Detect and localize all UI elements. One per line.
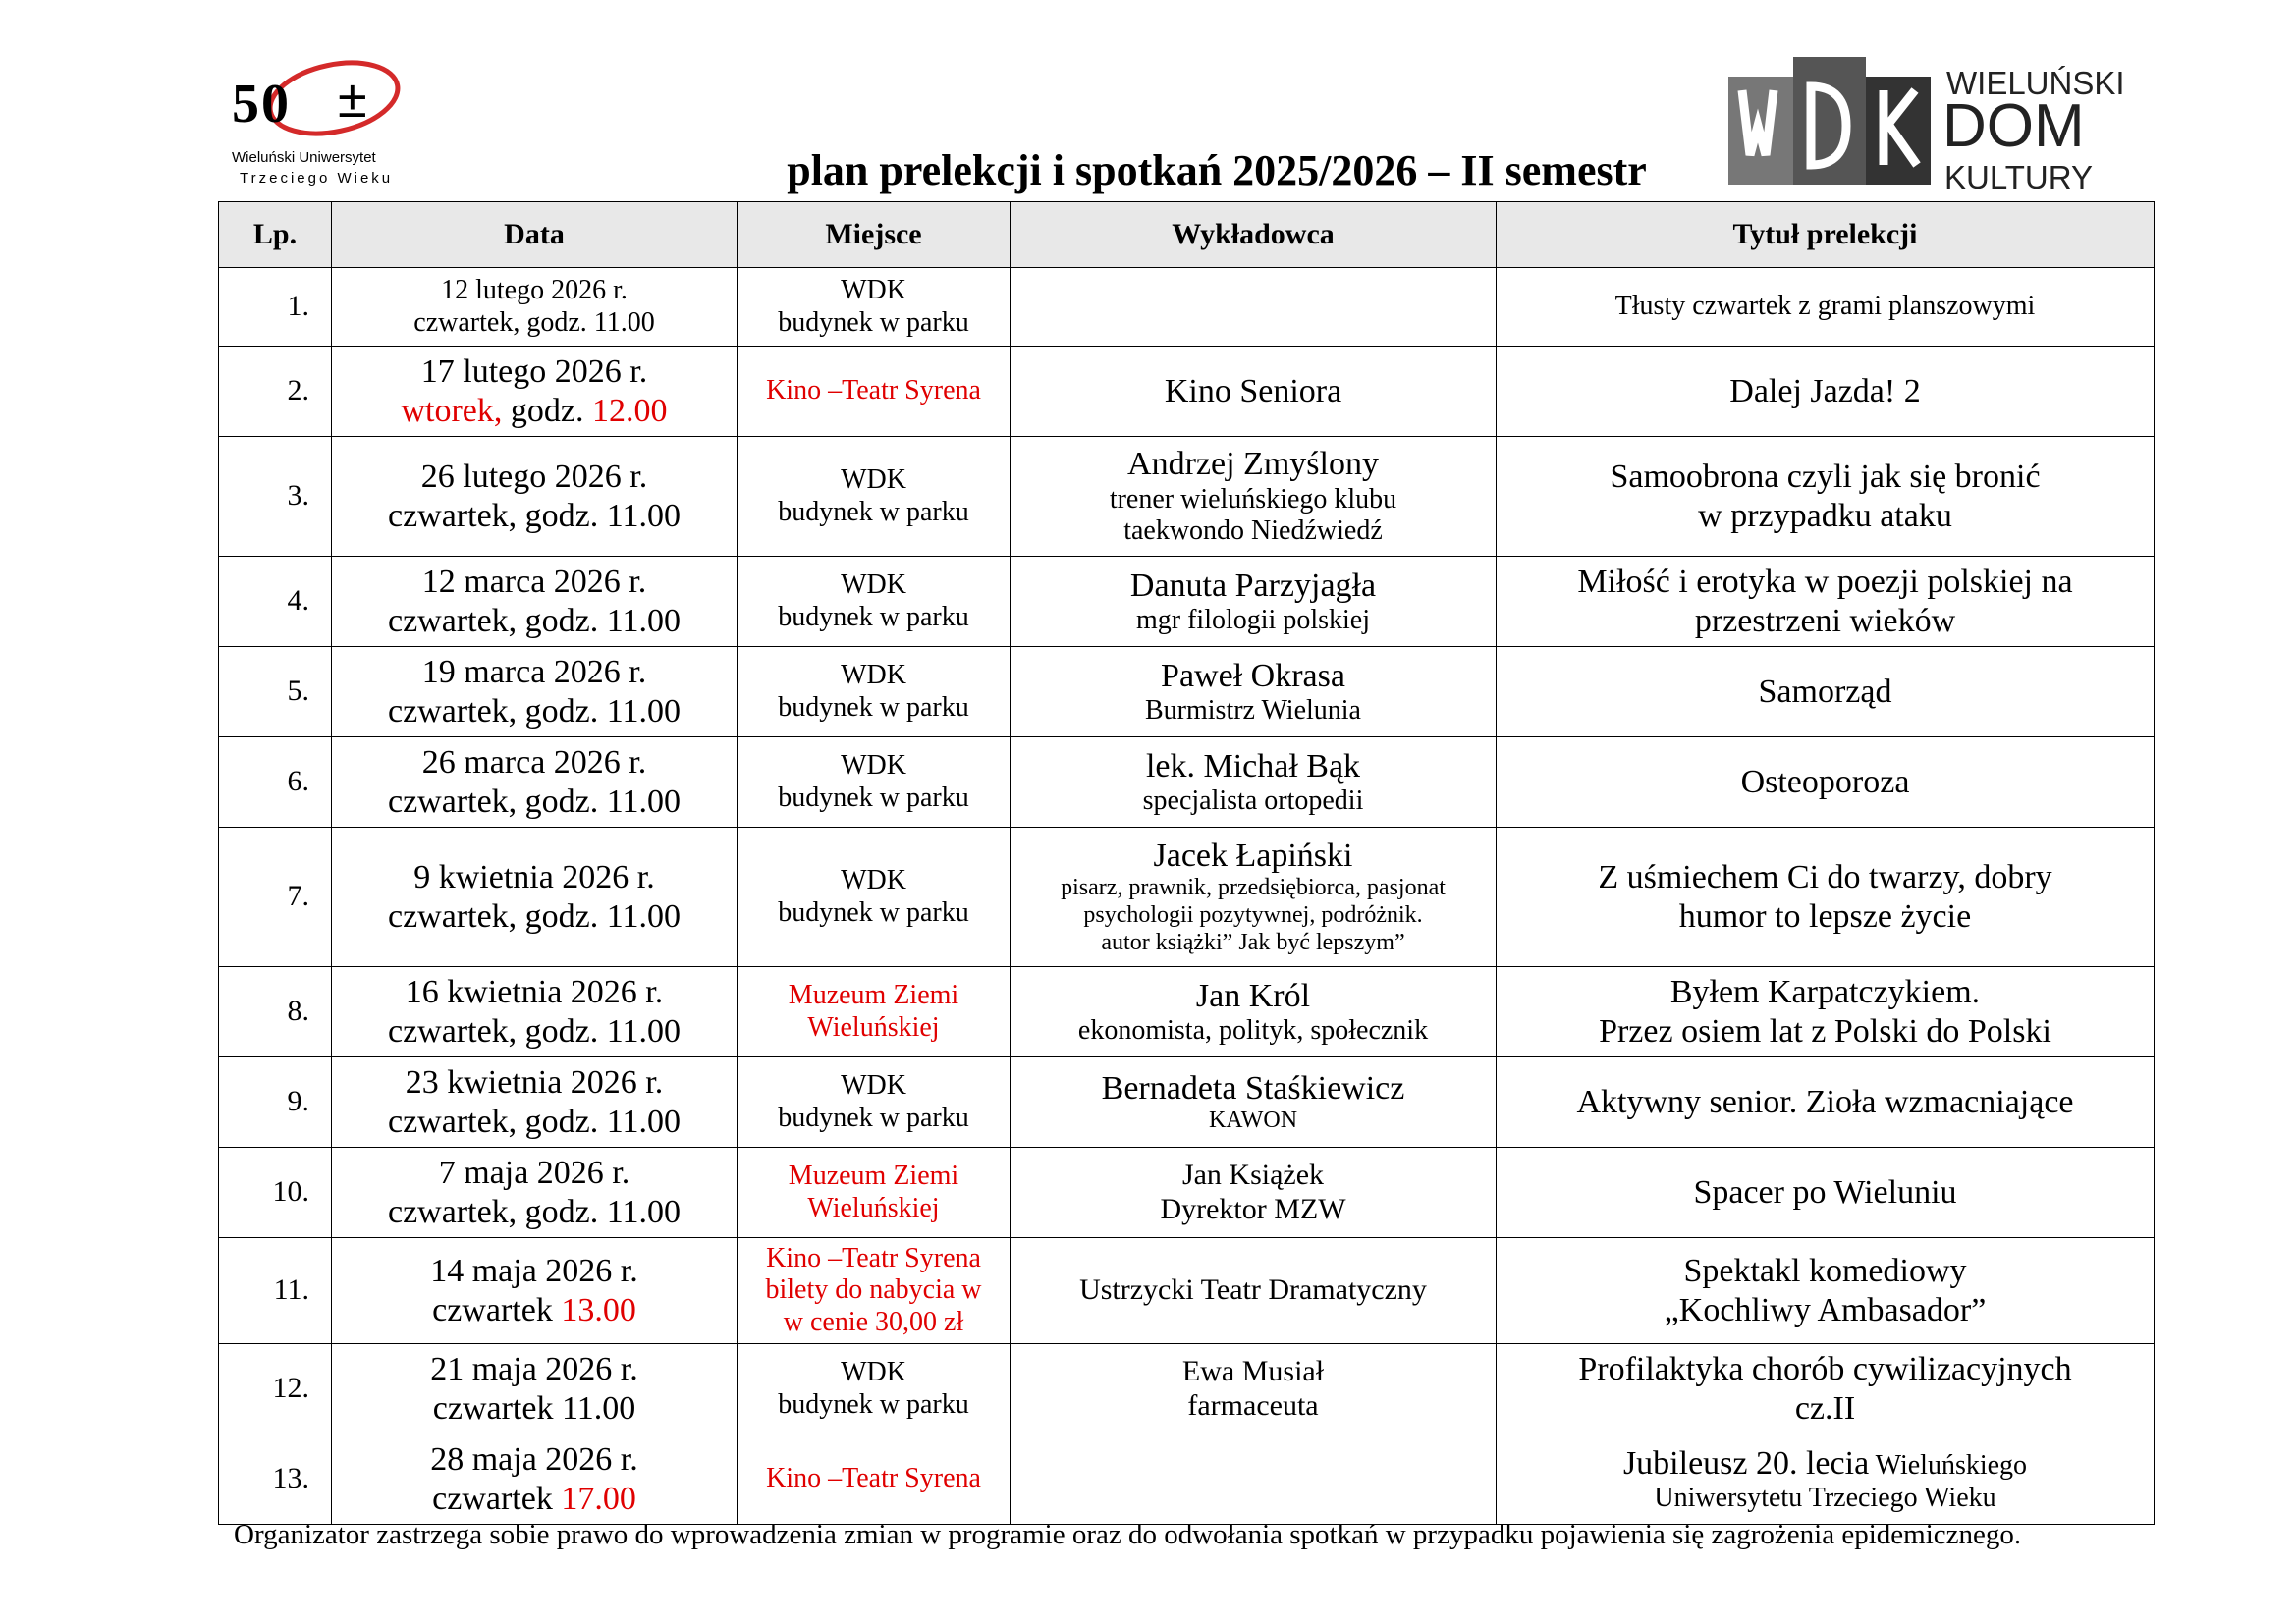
date-line: 12 marca 2026 r.	[421, 564, 647, 601]
topic-main: Jubileusz 20. lecia	[1622, 1444, 1870, 1482]
wdk-line1: WIELUŃSKI	[1946, 65, 2125, 101]
date-line: 19 marca 2026 r.	[421, 654, 647, 691]
place-cell	[738, 737, 1011, 828]
row-number: 9.	[219, 1057, 332, 1148]
place-cell	[738, 1344, 1011, 1434]
table-row	[219, 828, 2155, 967]
topic-line: Tłusty czwartek z grami planszowymi	[1614, 291, 2036, 322]
table-row	[219, 1057, 2155, 1148]
topic-sub: Wieluńskiego	[1869, 1449, 2028, 1481]
topic-line: Spektakl komediowy	[1683, 1253, 1967, 1290]
topic-line: Miłość i erotyka w poezji polskiej na	[1577, 564, 2073, 601]
topic-line: Uniwersytetu Trzeciego Wieku	[1654, 1482, 1996, 1513]
place-line: Kino –Teatr Syrena	[766, 1242, 981, 1273]
place-cell	[738, 1057, 1011, 1148]
lecturer-role: ekonomista, polityk, społecznik	[1077, 1014, 1429, 1046]
topic-line: w przypadku ataku	[1698, 497, 1952, 534]
header-lecturer: Wykładowca	[1011, 202, 1497, 268]
footer-note: Organizator zastrzega sobie prawo do wprowadzenia zmian w programie oraz do odwołania spotkań w przypadku pojawienia się zagrożenia epidemicznego.	[234, 1519, 2022, 1550]
topic-cell	[1497, 557, 2155, 647]
lecturer-name: Bernadeta Staśkiewicz	[1101, 1069, 1405, 1107]
date-cell	[332, 557, 738, 647]
row-number: 11.	[219, 1238, 332, 1344]
lecturer-role: KAWON	[1208, 1108, 1298, 1134]
topic-cell	[1497, 737, 2155, 828]
topic-cell	[1497, 1238, 2155, 1344]
time-highlight: 17.00	[561, 1480, 636, 1517]
place-line: budynek w parku	[778, 896, 969, 928]
day-highlight: wtorek,	[401, 392, 503, 429]
topic-cell	[1497, 1434, 2155, 1525]
place-line: WDK	[841, 750, 906, 782]
row-number: 7.	[219, 828, 332, 967]
place-line: budynek w parku	[778, 1102, 969, 1133]
table-row	[219, 1238, 2155, 1344]
lecturer-cell	[1011, 1434, 1497, 1525]
place-line: WDK	[841, 865, 906, 896]
row-number: 12.	[219, 1344, 332, 1434]
date-line: 16 kwietnia 2026 r.	[405, 974, 664, 1011]
topic-cell	[1497, 1057, 2155, 1148]
logo-number: 50	[232, 74, 291, 135]
lecturer-cell	[1011, 347, 1497, 437]
table-header-row	[219, 202, 2155, 268]
place-line: Kino –Teatr Syrena	[766, 1463, 981, 1494]
row-number: 13.	[219, 1434, 332, 1525]
lecturer-role: Dyrektor MZW	[1160, 1192, 1346, 1225]
lecturer-cell	[1011, 1148, 1497, 1238]
table-row	[219, 1148, 2155, 1238]
place-line: Muzeum Ziemi	[788, 980, 959, 1011]
lecturer-name: Andrzej Zmyślony	[1127, 446, 1379, 483]
place-cell	[738, 1238, 1011, 1344]
lecturer-name: Jacek Łapiński	[1153, 838, 1353, 875]
page-title: plan prelekcji i spotkań 2025/2026 – II semestr	[787, 146, 1647, 194]
lecturer-cell	[1011, 1057, 1497, 1148]
topic-cell	[1497, 347, 2155, 437]
lecturer-name: lek. Michał Bąk	[1145, 747, 1361, 784]
row-number: 5.	[219, 647, 332, 737]
place-line: WDK	[841, 569, 906, 601]
date-line: 21 maja 2026 r.	[430, 1351, 638, 1388]
place-cell	[738, 347, 1011, 437]
row-number: 4.	[219, 557, 332, 647]
date-cell	[332, 1434, 738, 1525]
place-cell	[738, 1148, 1011, 1238]
place-line: Wieluńskiej	[807, 1011, 940, 1043]
lecturer-cell	[1011, 1238, 1497, 1344]
date-cell	[332, 1057, 738, 1148]
date-line: czwartek, godz. 11.00	[413, 306, 655, 338]
date-cell	[332, 737, 738, 828]
lecturer-name: Ewa Musiał	[1181, 1354, 1325, 1387]
topic-line: Osteoporoza	[1740, 763, 1910, 800]
lecturer-role: farmaceuta	[1187, 1388, 1319, 1422]
table-row	[219, 1434, 2155, 1525]
row-number: 10.	[219, 1148, 332, 1238]
wdk-line2: DOM	[1942, 92, 2085, 160]
date-cell	[332, 828, 738, 967]
lecturer-cell	[1011, 1344, 1497, 1434]
date-line	[336, 392, 733, 430]
header-lp: Lp.	[219, 202, 332, 268]
lecturer-name: Kino Seniora	[1164, 372, 1342, 409]
lecturer-cell	[1011, 437, 1497, 557]
table-row	[219, 437, 2155, 557]
place-cell	[738, 828, 1011, 967]
lecturer-role: pisarz, prawnik, przedsiębiorca, pasjonat	[1061, 875, 1446, 901]
table-row	[219, 268, 2155, 347]
header-place: Miejsce	[738, 202, 1011, 268]
place-cell	[738, 1434, 1011, 1525]
lecturer-cell	[1011, 268, 1497, 347]
date-line: czwartek, godz. 11.00	[387, 783, 681, 820]
place-cell	[738, 647, 1011, 737]
date-line: czwartek, godz. 11.00	[387, 1193, 681, 1230]
topic-line: przestrzeni wieków	[1694, 602, 1956, 639]
date-line: czwartek, godz. 11.00	[387, 692, 681, 730]
place-line: bilety do nabycia w	[765, 1274, 982, 1306]
place-line: budynek w parku	[778, 601, 969, 632]
topic-line: Spacer po Wieluniu	[1693, 1173, 1957, 1211]
date-cell	[332, 437, 738, 557]
topic-cell	[1497, 967, 2155, 1057]
lecturer-role: autor książki” Jak być lepszym”	[1101, 930, 1405, 956]
date-line	[336, 1480, 733, 1518]
topic-line: Z uśmiechem Ci do twarzy, dobry	[1598, 859, 2052, 896]
time-highlight: 12.00	[592, 392, 668, 429]
date-cell	[332, 967, 738, 1057]
place-line: budynek w parku	[778, 306, 969, 338]
place-line: budynek w parku	[778, 496, 969, 527]
topic-line: Przez osiem lat z Polski do Polski	[1599, 1012, 2051, 1050]
lecturer-cell	[1011, 967, 1497, 1057]
place-cell	[738, 557, 1011, 647]
date-cell	[332, 347, 738, 437]
lecturer-cell	[1011, 647, 1497, 737]
place-line: WDK	[841, 1070, 906, 1102]
logo-line1: Wieluński Uniwersytet	[232, 149, 376, 166]
lecturer-role: Burmistrz Wielunia	[1145, 694, 1361, 726]
wdk-line3: KULTURY	[1944, 159, 2093, 195]
topic-line	[1501, 1444, 2150, 1483]
time-label: godz.	[502, 392, 592, 429]
topic-line: Byłem Karpatczykiem.	[1669, 974, 1981, 1011]
header-topic: Tytuł prelekcji	[1497, 202, 2155, 268]
date-line: 14 maja 2026 r.	[430, 1253, 638, 1290]
place-cell	[738, 967, 1011, 1057]
date-cell	[332, 1344, 738, 1434]
table-row	[219, 967, 2155, 1057]
place-line: WDK	[841, 275, 906, 306]
date-cell	[332, 268, 738, 347]
date-line: czwartek, godz. 11.00	[387, 497, 681, 534]
row-number: 8.	[219, 967, 332, 1057]
table-row	[219, 557, 2155, 647]
topic-line: Samorząd	[1758, 673, 1892, 710]
table-row	[219, 647, 2155, 737]
day-label: czwartek	[432, 1291, 562, 1328]
lecturer-cell	[1011, 828, 1497, 967]
topic-cell	[1497, 437, 2155, 557]
date-line: czwartek, godz. 11.00	[387, 1012, 681, 1050]
place-line: WDK	[841, 464, 906, 496]
place-line: budynek w parku	[778, 691, 969, 723]
lecturer-name: Jan Książek	[1181, 1158, 1325, 1191]
date-line: czwartek, godz. 11.00	[387, 1103, 681, 1140]
lecturer-cell	[1011, 737, 1497, 828]
date-line: 7 maja 2026 r.	[438, 1155, 630, 1192]
topic-cell	[1497, 828, 2155, 967]
topic-line: Dalej Jazda! 2	[1729, 372, 1921, 409]
table-row	[219, 347, 2155, 437]
row-number: 1.	[219, 268, 332, 347]
place-line: budynek w parku	[778, 782, 969, 813]
schedule-table	[218, 201, 2155, 1525]
place-line: budynek w parku	[778, 1388, 969, 1420]
logo-plus-minus: ±	[338, 70, 367, 129]
date-line: 12 lutego 2026 r.	[441, 275, 628, 306]
topic-line: Profilaktyka chorób cywilizacyjnych	[1578, 1351, 2072, 1388]
lecturer-name: Jan Król	[1195, 977, 1311, 1014]
date-line: czwartek 11.00	[432, 1389, 636, 1427]
day-label: czwartek	[432, 1480, 562, 1517]
place-cell	[738, 268, 1011, 347]
date-line: 17 lutego 2026 r.	[420, 353, 648, 391]
logo-line2: Trzeciego Wieku	[240, 170, 394, 187]
topic-line: humor to lepsze życie	[1678, 897, 1972, 935]
place-cell	[738, 437, 1011, 557]
date-line: 9 kwietnia 2026 r.	[413, 859, 655, 896]
time-highlight: 13.00	[561, 1291, 636, 1328]
topic-line: cz.II	[1794, 1389, 1856, 1427]
date-line: czwartek, godz. 11.00	[387, 897, 681, 935]
place-line: Kino –Teatr Syrena	[766, 375, 981, 406]
place-line: WDK	[841, 660, 906, 691]
lecturer-name: Danuta Parzyjagła	[1129, 567, 1377, 604]
table-row	[219, 1344, 2155, 1434]
lecturer-name: Ustrzycki Teatr Dramatyczny	[1079, 1273, 1427, 1307]
date-line	[336, 1291, 733, 1329]
lecturer-role: psychologii pozytywnej, podróżnik.	[1083, 902, 1423, 929]
lecturer-name: Paweł Okrasa	[1161, 657, 1345, 694]
date-line: 26 marca 2026 r.	[421, 744, 647, 782]
topic-line: Samoobrona czyli jak się bronić	[1610, 459, 2041, 496]
place-line: Muzeum Ziemi	[788, 1161, 959, 1192]
place-line: w cenie 30,00 zł	[783, 1306, 964, 1337]
date-line: 26 lutego 2026 r.	[420, 459, 648, 496]
topic-cell	[1497, 647, 2155, 737]
lecturer-role: taekwondo Niedźwiedź	[1123, 515, 1383, 547]
table-row	[219, 737, 2155, 828]
lecturer-role: specjalista ortopedii	[1142, 784, 1364, 816]
lecturer-role: mgr filologii polskiej	[1136, 604, 1370, 635]
topic-cell	[1497, 1344, 2155, 1434]
date-cell	[332, 1238, 738, 1344]
date-line: 28 maja 2026 r.	[430, 1441, 638, 1479]
place-line: WDK	[841, 1357, 906, 1388]
date-cell	[332, 647, 738, 737]
lecturer-cell	[1011, 557, 1497, 647]
date-cell	[332, 1148, 738, 1238]
date-line: czwartek, godz. 11.00	[387, 602, 681, 639]
row-number: 6.	[219, 737, 332, 828]
row-number: 2.	[219, 347, 332, 437]
topic-line: „Kochliwy Ambasador”	[1664, 1291, 1987, 1328]
topic-line: Aktywny senior. Zioła wzmacniające	[1576, 1083, 2074, 1120]
row-number: 3.	[219, 437, 332, 557]
place-line: Wieluńskiej	[807, 1192, 940, 1223]
header-date: Data	[332, 202, 738, 268]
topic-cell	[1497, 1148, 2155, 1238]
topic-cell	[1497, 268, 2155, 347]
lecturer-role: trener wieluńskiego klubu	[1109, 483, 1397, 514]
date-line: 23 kwietnia 2026 r.	[405, 1064, 664, 1102]
